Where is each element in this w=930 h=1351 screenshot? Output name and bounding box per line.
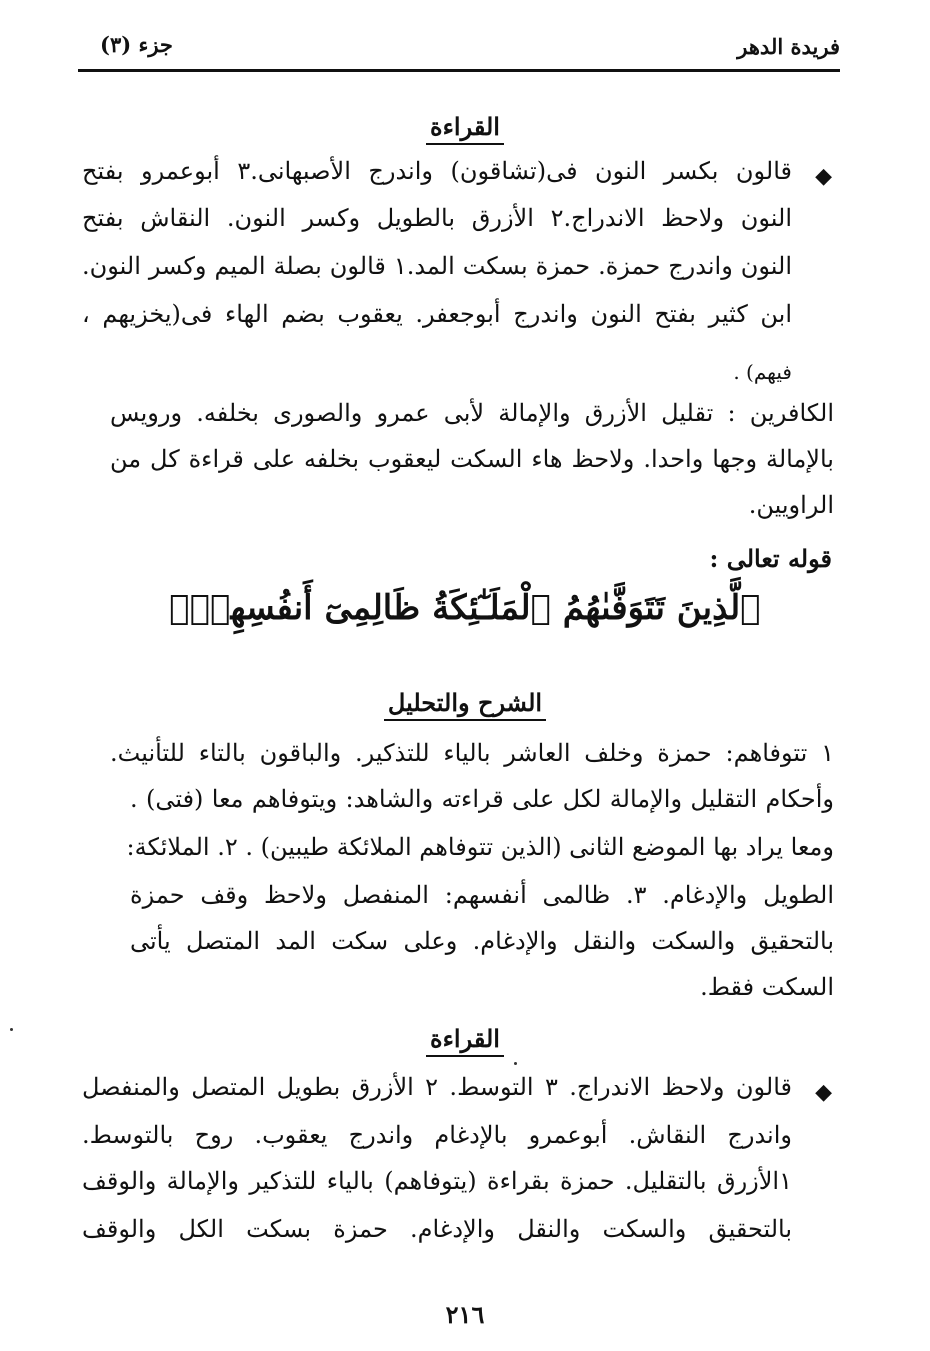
quote-label: قوله تعالى : — [709, 544, 832, 573]
text-line: السكت فقط. — [700, 973, 834, 1001]
text-line: بالتحقيق والسكت والنقل والإدغام. حمزة بسكت الكل والوقف — [82, 1215, 792, 1243]
text-line: قالون بكسر النون فى(تشاقون) واندرج الأصبهانى.٣ أبوعمرو بفتح — [82, 157, 792, 185]
text-line: وأحكام التقليل والإمالة لكل على قراءته والشاهد: ويتوفاهم معا (فتى) . — [130, 785, 834, 813]
text-line: النون ولاحظ الاندراج.٢ الأزرق بالطويل وكسر النون. النقاش بفتح — [82, 204, 792, 232]
text-line: الطويل والإدغام. ٣. ظالمى أنفسهم: المنفصل ولاحظ وقف حمزة — [130, 881, 834, 909]
scan-speck — [514, 1062, 517, 1065]
text-line: ابن كثير بفتح النون واندرج أبوجعفر. يعقوب بضم الهاء فى(يخزيهم ، — [82, 300, 792, 328]
page-number: ٢١٦ — [445, 1300, 485, 1329]
text-line: بالإمالة وجها واحدا. ولاحظ هاء السكت ليعقوب بخلفه على قراءة كل من — [110, 445, 834, 473]
header-rule — [78, 69, 840, 72]
bullet-diamond-icon: ◆ — [815, 164, 832, 189]
running-header — [78, 30, 840, 66]
quran-verse: ٱلَّذِينَ تَتَوَفَّىٰهُمُ ٱلْمَلَـٰٓئِكَةُ ظَالِمِىٓ أَنفُسِهِمْۖ — [169, 588, 761, 628]
text-line: ومعا يراد بها الموضع الثانى (الذين تتوفاهم الملائكة طيبين) . ٢. الملائكة: — [126, 833, 834, 861]
section-heading-qiraah-1: القراءة — [0, 112, 930, 141]
text-line: ١الأزرق بالتقليل. حمزة بقراءة (يتوفاهم) بالياء للتذكير والإمالة والوقف — [82, 1167, 792, 1195]
text-line: قالون ولاحظ الاندراج. ٣ التوسط. ٢ الأزرق بطويل المتصل والمنفصل — [82, 1073, 792, 1101]
text-line: النون واندرج حمزة. حمزة بسكت المد.١ قالون بصلة الميم وكسر النون. — [82, 252, 793, 280]
bullet-diamond-icon: ◆ — [815, 1080, 832, 1105]
part-label: جزء (٣) — [100, 32, 173, 57]
text-line: بالتحقيق والسكت والنقل والإدغام. وعلى سكت المد المتصل يأتى — [130, 927, 834, 955]
text-line: الكافرين : تقليل الأزرق والإمالة لأبى عمرو والصورى بخلفه. ورويس — [110, 399, 834, 427]
text-line: واندرج النقاش. أبوعمرو بالإدغام واندرج يعقوب. روح بالتوسط. — [82, 1121, 792, 1149]
book-title: فريدة الدهر — [737, 34, 840, 59]
scan-speck — [10, 1028, 13, 1031]
text-line: الراويين. — [748, 491, 834, 519]
section-heading-qiraah-2: القراءة — [0, 1024, 930, 1053]
text-line: فيهم) . — [733, 360, 792, 384]
text-line: ١ تتوفاهم: حمزة وخلف العاشر بالياء للتذكير. والباقون بالتاء للتأنيث. — [110, 739, 835, 767]
section-heading-sharh: الشرح والتحليل — [0, 688, 930, 717]
